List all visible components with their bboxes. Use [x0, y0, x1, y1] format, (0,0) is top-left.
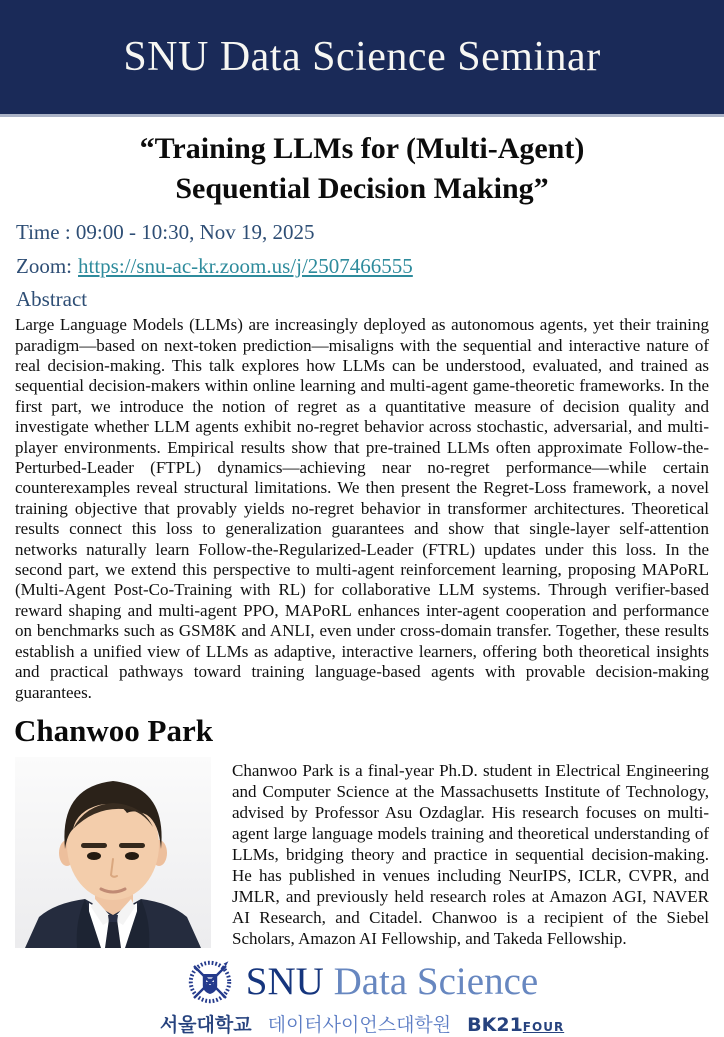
seminar-banner [0, 0, 724, 117]
time-line: Time : 09:00 - 10:30, Nov 19, 2025 [16, 220, 315, 245]
snu-logo-row [186, 958, 538, 1006]
talk-title-line2: Sequential Decision Making” [175, 171, 549, 205]
footer-dept-korean: 데이터사이언스대학원 [267, 1013, 452, 1036]
zoom-line [16, 254, 708, 279]
banner-title: SNU Data Science Seminar [123, 34, 601, 80]
talk-title-block [0, 129, 724, 208]
abstract-heading: Abstract [16, 287, 88, 312]
wordmark-snu: SNU [245, 960, 324, 1004]
zoom-label: Zoom: [16, 254, 72, 279]
talk-meta [16, 220, 708, 279]
bk21-four-text: FOUR [522, 1019, 565, 1034]
footer [0, 958, 724, 1037]
zoom-meeting-link[interactable]: https://snu-ac-kr.zoom.us/j/2507466555 [78, 254, 413, 279]
footer-korean-line [160, 1010, 564, 1037]
abstract-text: Large Language Models (LLMs) are increasingly deployed as autonomous agents, yet their training paradigm—based on next-token prediction—misaligns with the sequential and interactive nature of real decision-making. This talk explores how LLMs can be understood, evaluated, and trained as sequential decision-makers within online learning and multi-agent game-theoretic frameworks. In the first part, we introduce the notion of regret as a quantitative measure of decision quality and investigate whether LLM agents exhibit no-regret behavior across stochastic, adversarial, and multi-player environments. Empirical results show that pre-trained LLMs often approximate Follow-the-Perturbed-Leader (FTPL) dynamics—achieving near no-regret performance—while certain counterexamples reveal structural limitations. We then present the Regret-Loss framework, a novel training objective that provably yields no-regret behavior in transformer architectures. Theoretical results connect this loss to generalization guarantees and show that single-layer self-attention networks naturally learn Follow-the-Regularized-Leader (FTRL) updates under this loss. In the second part, we extend this perspective to multi-agent reinforcement learning, proposing MAPoRL (Multi-Agent Post-Co-Training with RL) for collaborative LLM systems. Through verifier-based reward shaping and multi-agent PPO, MAPoRL enhances inter-agent cooperation and performance on benchmarks such as GSM8K and ANLI, even under cross-domain transfer. Together, these results establish a unified view of LLMs as adaptive, interactive learners, offering both theoretical insights and practical pathways toward training language-based agents with provable decision-making guarantees. [15, 315, 709, 702]
snu-seal-icon [186, 958, 234, 1006]
speaker-name: Chanwoo Park [14, 712, 213, 748]
talk-title [0, 129, 724, 208]
speaker-bio-text: Chanwoo Park is a final-year Ph.D. student in Electrical Engineering and Computer Science at the Massachusetts Institute of Technology, advised by Professor Asu Ozdaglar. His research focuses on multi-agent large language models training and theoretical understanding of LLMs, bridging theory and practice in sequential decision-making. He has published in venues including NeurIPS, ICLR, CVPR, and JMLR, and previously held research roles at Amazon AGI, NAVER AI Research, and Citadel. Chanwoo is a recipient of the Siebel Scholars, Amazon AI Fellowship, and Takeda Fellowship. [232, 760, 709, 948]
headshot-illustration [15, 757, 211, 948]
bk21-text: BK21 [467, 1013, 523, 1036]
footer-bk21-badge [467, 1014, 564, 1036]
footer-univ-korean: 서울대학교 [159, 1013, 252, 1036]
snu-datascience-wordmark [245, 960, 539, 1004]
wordmark-datascience: Data Science [333, 960, 539, 1004]
speaker-headshot-photo [15, 757, 211, 948]
speaker-section [15, 757, 709, 949]
talk-title-line1: “Training LLMs for (Multi-Agent) [139, 132, 585, 165]
